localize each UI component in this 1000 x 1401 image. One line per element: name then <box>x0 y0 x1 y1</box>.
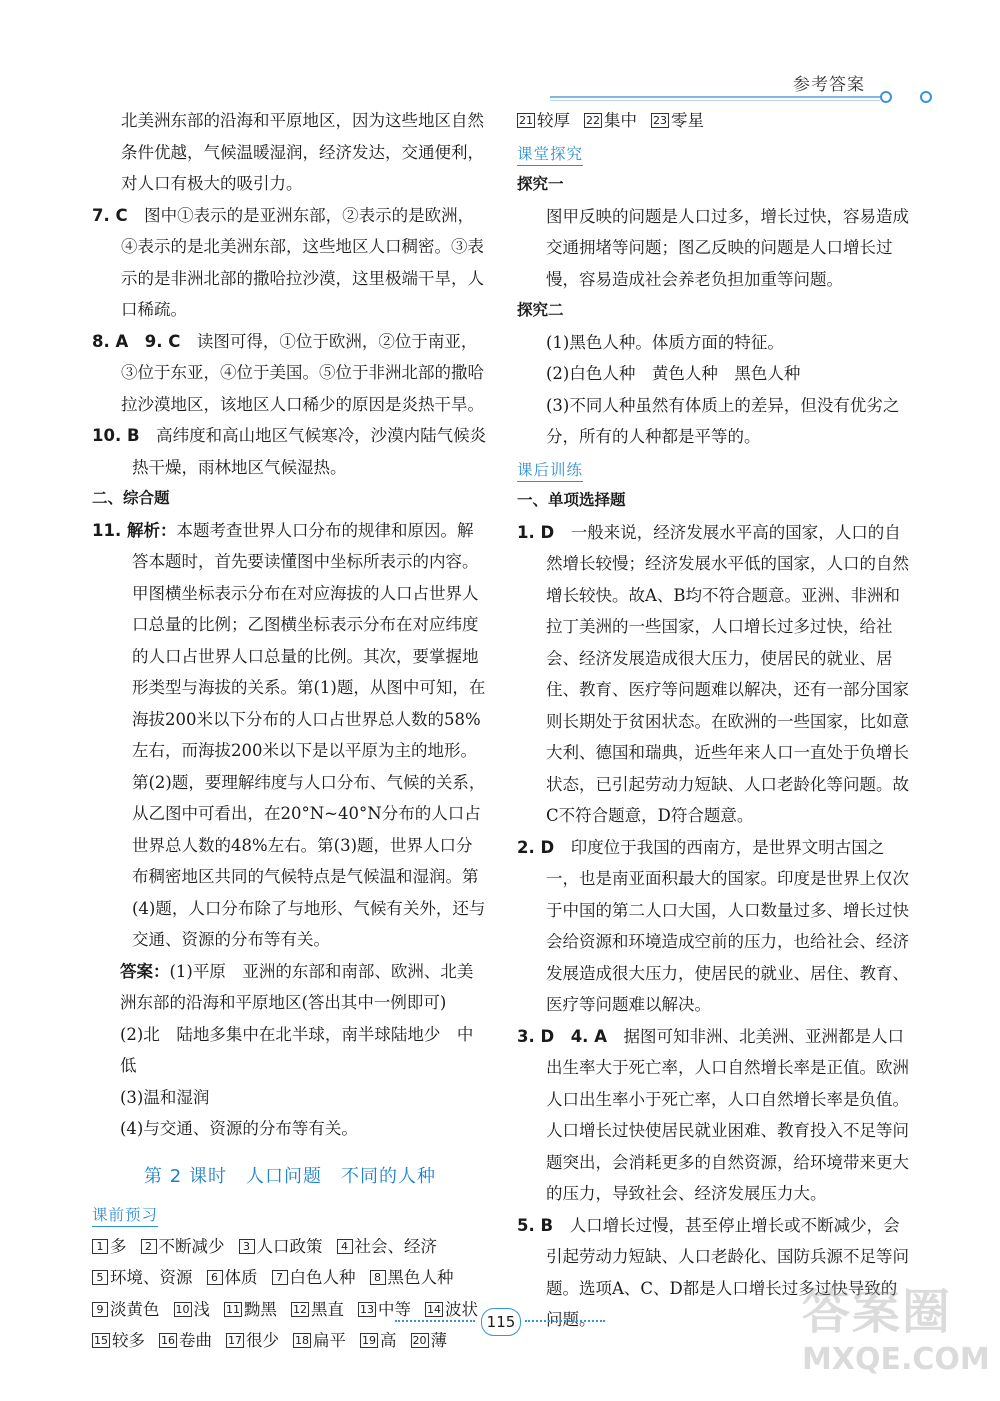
preview-answers-continued <box>517 105 909 137</box>
answer-text: 一般来说，经济发展水平高的国家，人口的自然增长较慢；经济发展水平低的国家，人口的自然增长较快。故A、B均不符合题意。亚洲、非洲和拉丁美洲的一些国家，人口增长过多过快，给社会、经济发展造成很大压力，使居民的就业、居住、教育、医疗等问题难以解决，还有一部分国家则长期处于贫困状态。在欧洲的一些国家，比如意大利、德国和瑞典，近些年来人口一直处于负增长状态，已引起劳动力短缺、人口老龄化等问题。故C不符合题意，D符合题意。 <box>546 522 909 825</box>
explore-2-heading: 探究二 <box>517 301 564 319</box>
preview-item-text: 环境、资源 <box>110 1268 193 1287</box>
answer-text: (1)平原 亚洲的东部和南部、欧洲、北美洲东部的沿海和平原地区(答出其中一例即可) <box>120 961 474 1012</box>
explore-2-item: (3)不同人种虽然有体质上的差异，但没有优劣之分，所有的人种都是平等的。 <box>546 395 900 446</box>
answer-r3-4 <box>517 1021 909 1210</box>
preview-item-text: 较多 <box>112 1331 145 1350</box>
preview-item <box>517 105 570 137</box>
preview-item <box>370 1262 454 1294</box>
preview-item-number: 19 <box>362 1334 376 1348</box>
preview-item-text: 薄 <box>430 1331 447 1350</box>
preview-item-number: 22 <box>586 114 600 128</box>
preview-item-number: 7 <box>272 1270 288 1285</box>
preview-item-number: 15 <box>94 1334 108 1348</box>
answer-text: 人口增长过慢，甚至停止增长或不断减少，会引起劳动力短缺、人口老龄化、国防兵源不足等问题。选项A、C、D都是人口增长过多过快导致的问题。 <box>546 1215 909 1329</box>
preview-item-text: 不断减少 <box>158 1236 225 1256</box>
preview-item-number: 3 <box>239 1239 255 1254</box>
preview-item <box>337 1231 438 1263</box>
answer-11-part4: (4)与交通、资源的分布等有关。 <box>120 1119 358 1138</box>
preview-item-number: 23 <box>653 114 667 128</box>
preview-item-number: 10 <box>175 1302 190 1316</box>
watermark-top: 答案圈 <box>802 1284 953 1340</box>
explore-1-text: 图甲反映的问题是人口过多，增长过快，容易造成交通拥堵等问题；图乙反映的问题是人口增长过慢，容易造成社会养老负担加重等问题。 <box>546 206 909 289</box>
footer-dots-left <box>395 1320 475 1322</box>
preview-item <box>92 1262 193 1294</box>
preview-item-text: 淡黄色 <box>110 1299 160 1319</box>
answer-r2 <box>517 832 909 1021</box>
explore-2-item: (2)白色人种 黄色人种 黑色人种 <box>546 364 801 383</box>
preview-item-text: 人口政策 <box>256 1236 323 1256</box>
preview-row <box>92 1231 488 1263</box>
preview-item-text: 黝黑 <box>244 1299 277 1319</box>
header-dot-icon <box>920 91 932 103</box>
watermark-bottom: MXQE.COM <box>802 1342 990 1377</box>
preview-item-text: 零星 <box>671 111 704 130</box>
answer-label: 8. A <box>92 331 129 351</box>
preview-item-text: 体质 <box>224 1268 258 1287</box>
answer-label: 7. C <box>92 205 128 225</box>
preview-item-number: 1 <box>92 1239 108 1254</box>
answer-10 <box>92 420 488 483</box>
answer-label: 10. B <box>92 426 140 445</box>
page-number: 115 <box>481 1308 521 1336</box>
section-heading: 二、综合题 <box>92 489 170 507</box>
preview-tag: 课前预习 <box>92 1204 158 1227</box>
answer-label: 1. D <box>517 522 555 542</box>
answer-6-continued: 北美洲东部的沿海和平原地区，因为这些地区自然条件优越，气候温暖湿润，经济发达，交通便利，对人口有极大的吸引力。 <box>121 111 484 193</box>
answer-label: 2. D <box>517 837 555 857</box>
preview-item-number: 13 <box>360 1302 374 1316</box>
lesson-title: 第 2 课时 人口问题 不同的人种 <box>144 1165 436 1187</box>
preview-item-text: 中等 <box>378 1299 411 1319</box>
preview-item-number: 14 <box>427 1302 441 1316</box>
preview-item-number: 5 <box>92 1270 108 1285</box>
preview-item <box>584 105 637 137</box>
preview-row <box>92 1262 488 1294</box>
answer-label: 5. B <box>517 1215 554 1235</box>
left-column <box>92 105 488 1357</box>
preview-item-text: 很少 <box>246 1331 279 1350</box>
preview-item-text: 白色人种 <box>289 1268 356 1287</box>
preview-item-number: 8 <box>370 1270 386 1285</box>
answer-7 <box>92 200 488 326</box>
answer-label: 3. D <box>517 1026 555 1046</box>
preview-row <box>517 105 909 137</box>
preview-item-text: 扁平 <box>313 1331 346 1350</box>
answer-text: 读图可得，①位于欧洲，②位于南亚，③位于东亚，④位于美国。⑤位于非洲北部的撒哈拉沙漠地区，该地区人口稀少的原因是炎热干旱。 <box>121 331 484 414</box>
preview-item-number: 6 <box>207 1270 223 1285</box>
preview-item-number: 12 <box>293 1302 307 1316</box>
preview-item <box>239 1231 323 1263</box>
answer-label: 11. 解析： <box>92 520 177 540</box>
preview-item <box>651 105 704 137</box>
preview-item-number: 16 <box>161 1334 175 1348</box>
header-title: 参考答案 <box>793 75 865 95</box>
preview-item-number: 18 <box>295 1334 309 1348</box>
preview-item-number: 2 <box>141 1239 157 1254</box>
preview-item-number: 17 <box>228 1334 242 1348</box>
preview-item-text: 社会、经济 <box>354 1236 437 1256</box>
answer-label: 答案： <box>120 961 170 981</box>
preview-item <box>92 1231 127 1263</box>
section-heading: 一、单项选择题 <box>517 491 626 509</box>
answer-11-part2: (2)北 陆地多集中在北半球，南半球陆地少 中低 <box>120 1024 474 1075</box>
preview-item-text: 卷曲 <box>179 1331 212 1350</box>
answer-label: 4. A <box>570 1026 607 1046</box>
header-rule <box>550 96 880 98</box>
preview-item-number: 20 <box>412 1334 427 1348</box>
answer-text: 本题考查世界人口分布的规律和原因。解答本题时，首先要读懂图中坐标所表示的内容。甲图横坐标表示分布在对应海拔的人口占世界人口总量的比例；乙图横坐标表示分布在对应纬度的人口占世界人口总量的比例。其次，要掌握地形类型与海拔的关系。第(1)题，从图中可知，在海拔200米以下分布的人口占世界总人数的58%左右，而海拔200米以下是以平原为主的地形。第(2)题，要理解纬度与人口分布、气候的关系，从乙图中可看出，在20°N~40°N分布的人口占世界总人数的48%左右。第(3)题，世界人口分布稠密地区共同的气候特点是气候温和湿润。第(4)题，人口分布除了与地形、气候有关外，还与交通、资源的分布等有关。 <box>132 520 486 949</box>
training-tag: 课后训练 <box>517 459 583 482</box>
preview-item <box>141 1231 225 1263</box>
explore-2-item: (1)黑色人种。体质方面的特征。 <box>546 332 784 352</box>
preview-item <box>272 1262 356 1294</box>
answer-8-9 <box>92 326 488 421</box>
preview-item-number: 4 <box>337 1239 353 1254</box>
preview-answers <box>92 1231 488 1357</box>
answer-text: 图中①表示的是亚洲东部，②表示的是欧洲，④表示的是北美洲东部，这些地区人口稠密。③表示的是非洲北部的撒哈拉沙漠，这里极端干旱，人口稀疏。 <box>121 205 484 319</box>
answer-text: 印度位于我国的西南方，是世界文明古国之一，也是南亚面积最大的国家。印度是世界上仅次于中国的第二人口大国，人口数量过多、增长过快会给资源和环境造成空前的压力，也给社会、经济发展造成很大压力，使居民的就业、居住、教育、医疗等问题难以解决。 <box>546 837 909 1014</box>
preview-item-number: 11 <box>226 1302 240 1316</box>
footer-dots-right <box>525 1320 605 1322</box>
answer-text: 高纬度和高山地区气候寒冷，沙漠内陆气候炎热干燥，雨林地区气候湿热。 <box>132 426 487 477</box>
preview-item-text: 浅 <box>193 1299 210 1319</box>
answer-11-result <box>92 956 488 1019</box>
preview-item-text: 黑直 <box>311 1299 344 1319</box>
explore-1-heading: 探究一 <box>517 175 564 193</box>
answer-label: 9. C <box>144 331 181 351</box>
explore-tag: 课堂探究 <box>517 143 583 166</box>
header-rule-thin <box>550 100 880 101</box>
preview-item-text: 高 <box>380 1331 397 1350</box>
answer-11-part3: (3)温和湿润 <box>120 1087 210 1107</box>
header-dot-icon <box>880 91 892 103</box>
preview-item-number: 21 <box>519 114 533 128</box>
answer-11 <box>92 515 488 956</box>
preview-item-text: 较厚 <box>537 111 570 130</box>
answer-text: 据图可知非洲、北美洲、亚洲都是人口出生率大于死亡率，人口自然增长率是正值。欧洲人口出生率小于死亡率，人口自然增长率是负值。人口增长过快使居民就业困难、教育投入不足等问题突出，会消耗更多的自然资源，给环境带来更大的压力，导致社会、经济发展压力大。 <box>546 1026 909 1203</box>
preview-item-number: 9 <box>92 1302 108 1317</box>
preview-item-text: 黑色人种 <box>387 1268 454 1287</box>
preview-item <box>207 1262 258 1294</box>
preview-item-text: 波状 <box>445 1299 478 1319</box>
answer-r1 <box>517 517 909 832</box>
right-column <box>517 105 909 1336</box>
preview-item-text: 集中 <box>604 111 637 130</box>
preview-item-text: 多 <box>110 1236 127 1256</box>
watermark-logo <box>802 1273 992 1383</box>
